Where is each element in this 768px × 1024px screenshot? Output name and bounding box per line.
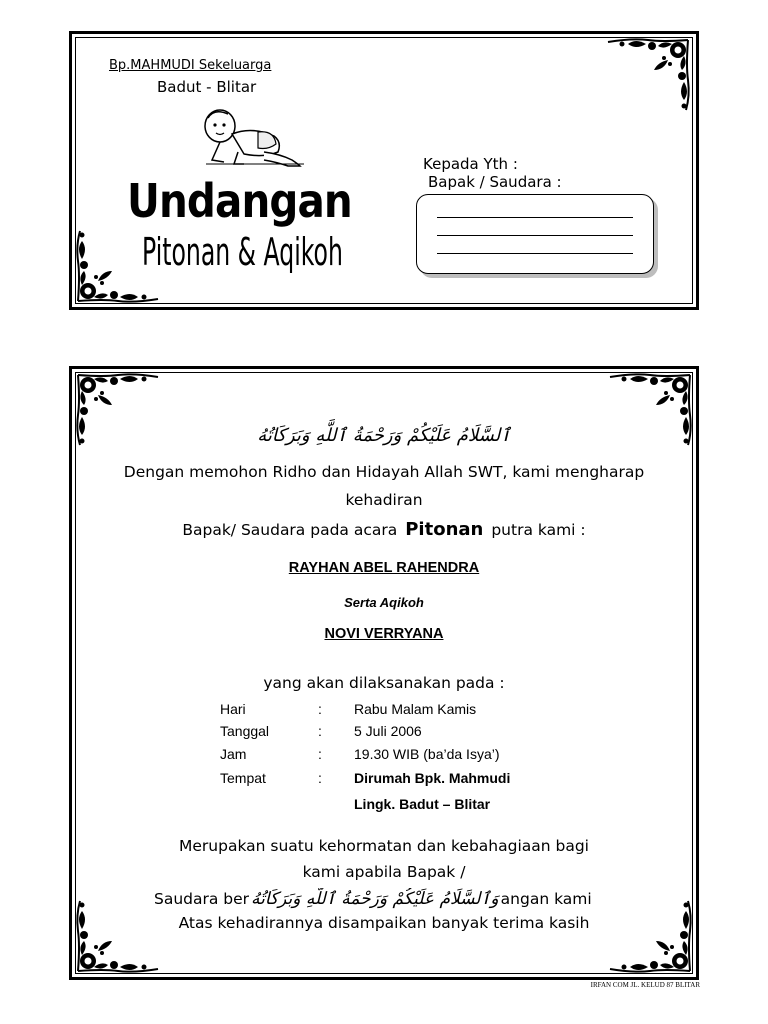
detail-colon: : (318, 746, 322, 762)
closing-line: kami apabila Bapak / (302, 863, 466, 881)
intro-line (72, 519, 696, 540)
intro-text: putra kami : (491, 521, 586, 539)
detail-value-tempat: Dirumah Bpk. Mahmudi (354, 770, 511, 786)
floral-ornament-icon (606, 371, 694, 449)
sender-name: Bp.MAHMUDI Sekeluarga (109, 58, 272, 73)
recipient-label: Kepada Yth : (423, 155, 518, 173)
address-box[interactable] (416, 194, 654, 274)
envelope-card (69, 31, 699, 310)
detail-value-hari: Rabu Malam Kamis (354, 701, 477, 717)
detail-colon: : (318, 770, 322, 786)
arabic-greeting: ٱلسَّلَامُ عَلَيْكُمْ وَرَحْمَةُ ٱللَّهِ وَبَرَكَاتُهُ (257, 425, 511, 446)
address-line[interactable] (437, 235, 633, 236)
child-name-2: NOVI VERRYANA (324, 626, 444, 642)
crawling-baby-icon (202, 108, 306, 170)
detail-label-hari: Hari (220, 701, 246, 717)
event-name: Pitonan (405, 519, 484, 540)
detail-label-tempat: Tempat (220, 770, 266, 786)
arabic-salam: وَٱلسَّلَامُ عَلَيْكُمْ وَرَحْمَةُ ٱللَّهِ وَبَرَكَاتُهُ (251, 889, 499, 909)
detail-value-jam: 19.30 WIB (ba’da Isya’) (354, 746, 500, 762)
floral-ornament-icon (606, 897, 694, 975)
detail-value-tempat-2: Lingk. Badut – Blitar (354, 796, 491, 812)
detail-colon: : (318, 723, 322, 739)
child-name: RAYHAN ABEL RAHENDRA (288, 560, 480, 576)
address-line[interactable] (437, 217, 633, 218)
intro-text: Bapak/ Saudara pada acara (182, 521, 398, 539)
invitation-subtitle: Pitonan & Aqikoh (142, 230, 343, 274)
floral-ornament-icon (74, 227, 162, 305)
closing-line (154, 888, 614, 909)
detail-value-tanggal: 5 Juli 2006 (354, 723, 422, 739)
address-line[interactable] (437, 253, 633, 254)
floral-ornament-icon (74, 371, 162, 449)
recipient-title: Bapak / Saudara : (428, 173, 562, 191)
invitation-title: Undangan (127, 174, 352, 228)
intro-line: Dengan memohon Ridho dan Hidayah Allah SWT, kami mengharap (123, 463, 645, 481)
printer-footer: IRFAN COM JL. KELUD 87 BLITAR (590, 981, 700, 989)
serta-label: Serta Aqikoh (344, 595, 424, 610)
detail-colon: : (318, 701, 322, 717)
detail-label-tanggal: Tanggal (220, 723, 270, 739)
closing-line: Merupakan suatu kehormatan dan kebahagiaan bagi (179, 837, 589, 855)
detail-label-jam: Jam (220, 746, 247, 762)
closing-text: angan kami (500, 890, 592, 908)
held-on-line: yang akan dilaksanakan pada : (263, 674, 505, 692)
invitation-card (69, 366, 699, 980)
floral-ornament-icon (604, 36, 692, 114)
closing-line: Atas kehadirannya disampaikan banyak terima kasih (178, 914, 590, 932)
closing-text: Saudara ber (154, 890, 250, 908)
intro-line: kehadiran (345, 491, 423, 509)
sender-city: Badut - Blitar (157, 78, 257, 96)
floral-ornament-icon (74, 897, 162, 975)
